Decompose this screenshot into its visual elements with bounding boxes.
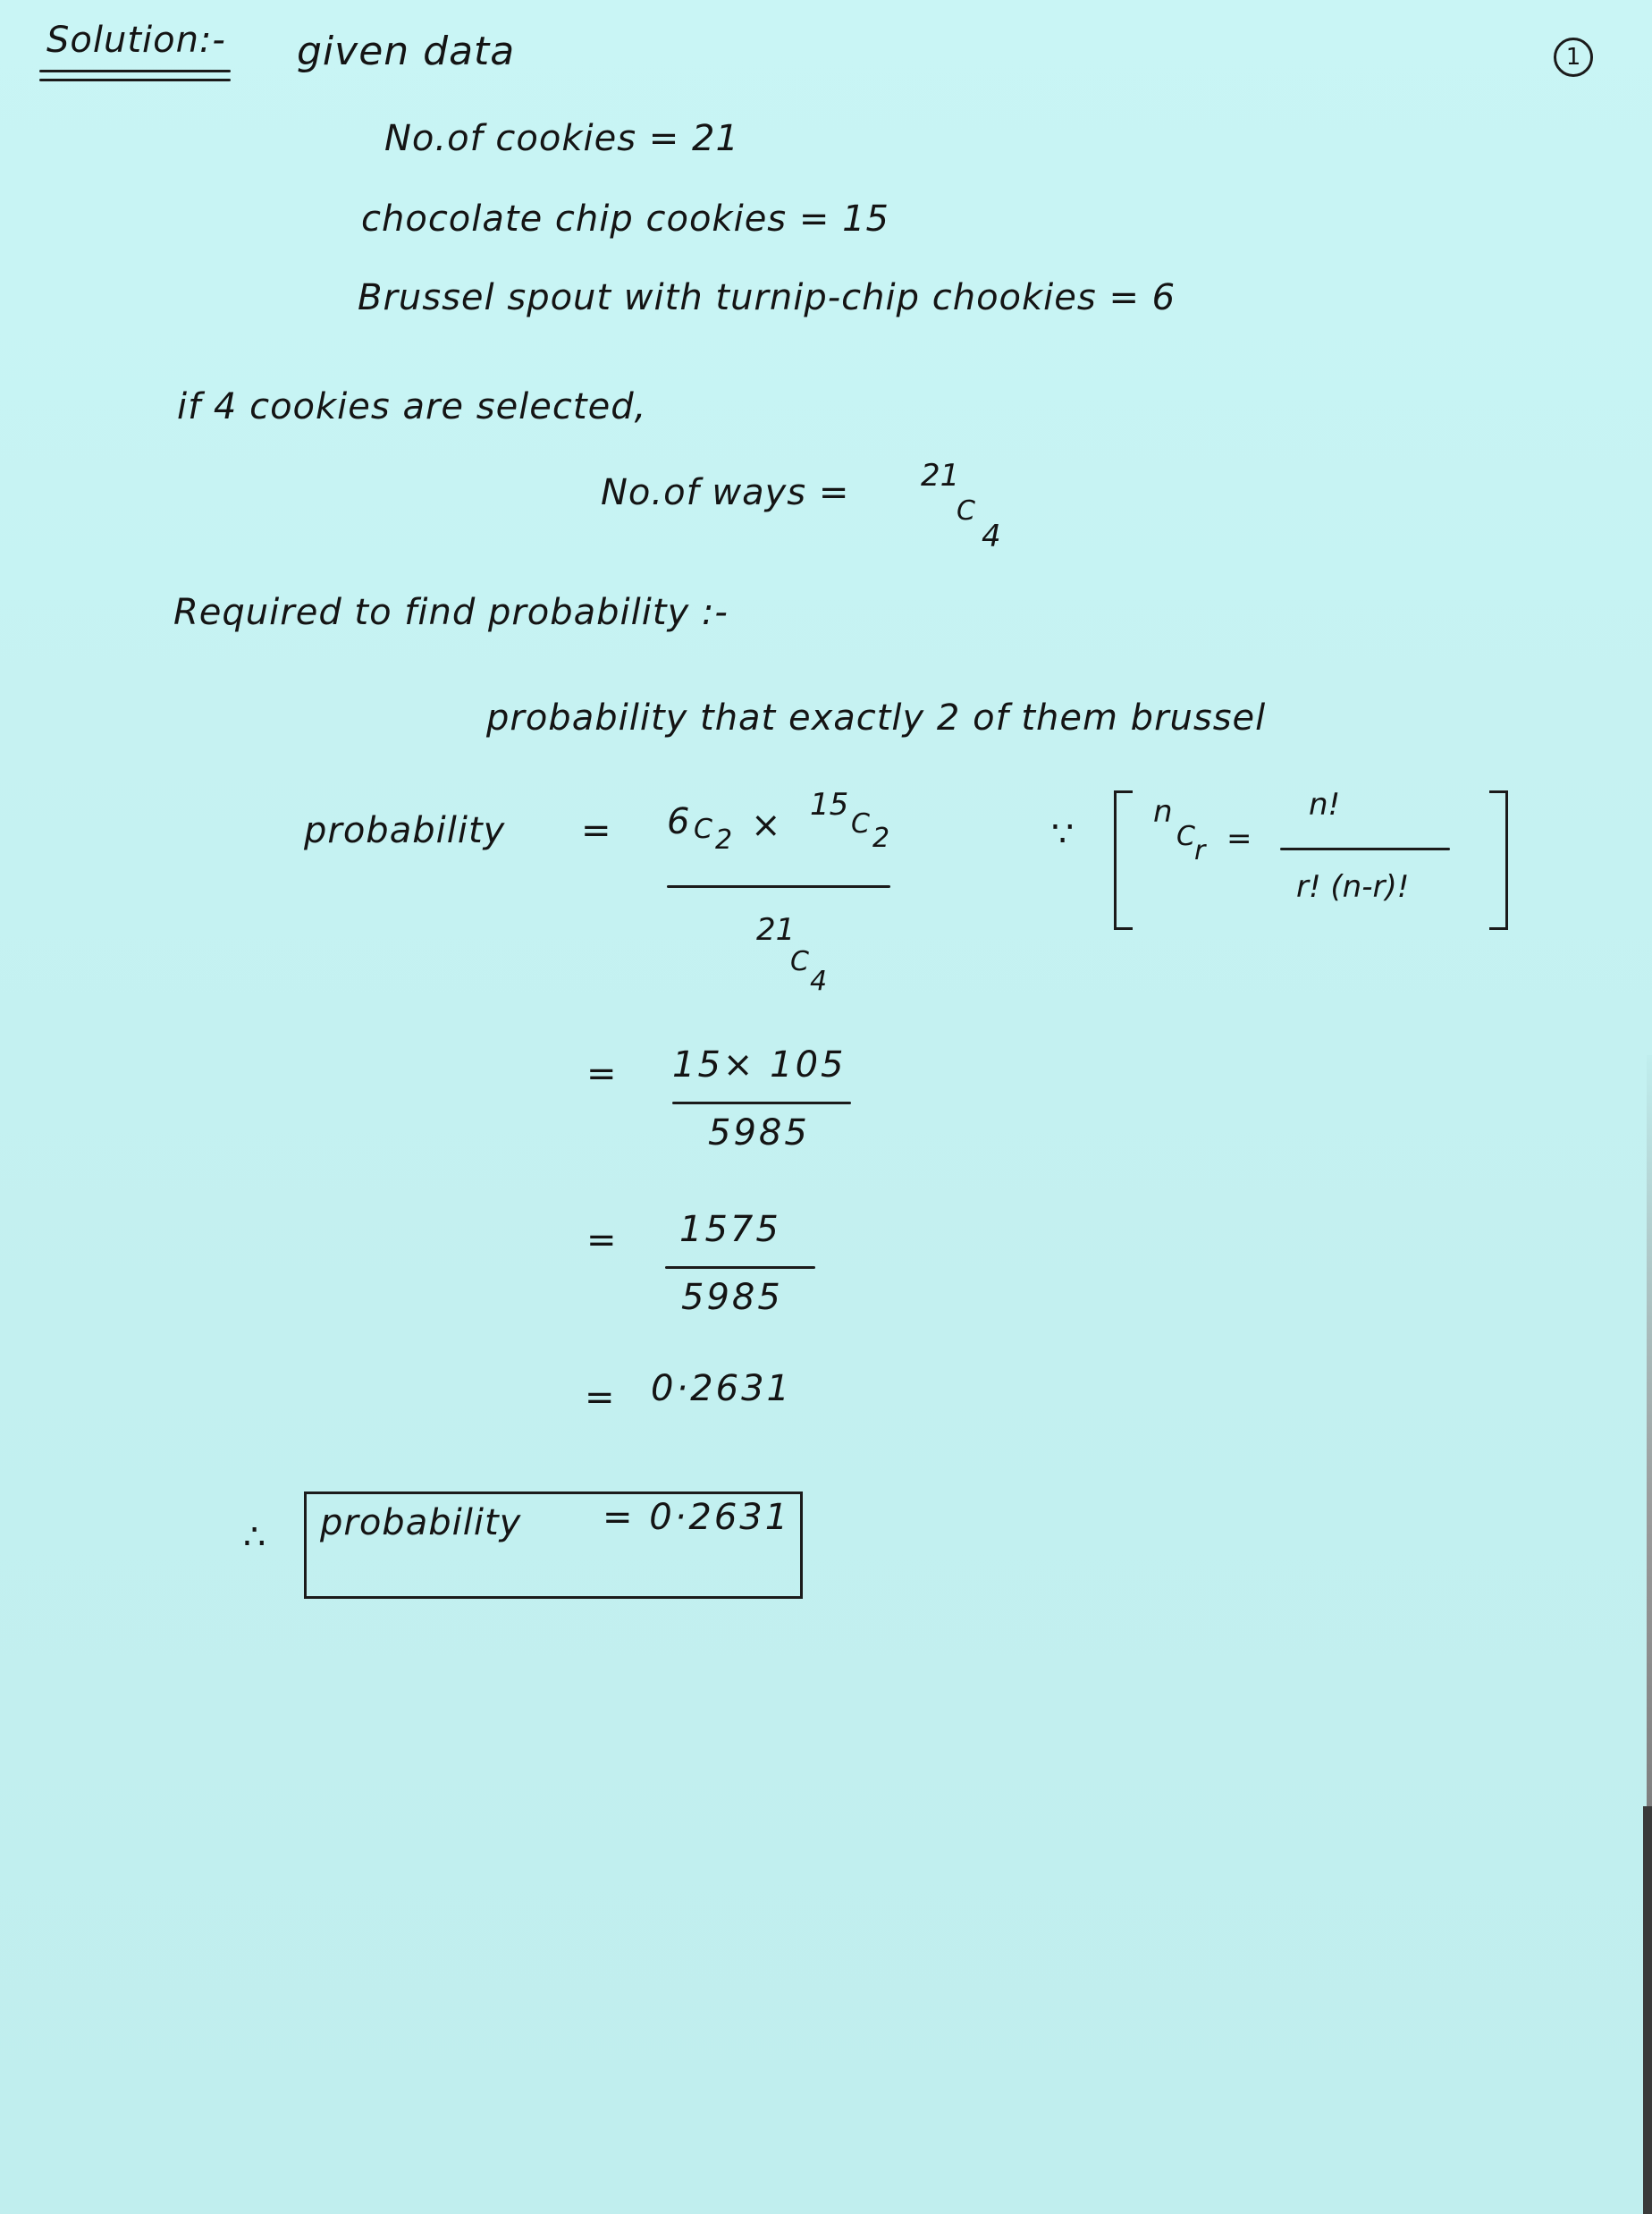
page-number: 1 bbox=[1565, 44, 1581, 71]
answer-value: = 0·2631 bbox=[603, 1497, 791, 1538]
heading-underline bbox=[39, 70, 231, 72]
heading-underline-2 bbox=[39, 79, 231, 81]
formula-equals: = bbox=[581, 810, 612, 851]
ncr-equals: = bbox=[1226, 821, 1252, 857]
therefore-symbol: ∴ bbox=[243, 1517, 266, 1558]
because-symbol: ∵ bbox=[1051, 814, 1075, 855]
formula-fraction-bar bbox=[667, 885, 890, 888]
ways-c: C bbox=[957, 495, 975, 527]
step-2-denominator: 5985 bbox=[681, 1277, 783, 1318]
ncr-n: n bbox=[1153, 794, 1173, 830]
ways-text: No.of ways = bbox=[601, 472, 850, 513]
formula-den-r: 4 bbox=[810, 966, 828, 997]
formula-num-b-n: 15 bbox=[810, 787, 849, 823]
formula-num-a-n: 6 bbox=[667, 801, 690, 842]
formula-num-b-r: 2 bbox=[872, 823, 890, 854]
required-statement: Required to find probability :- bbox=[173, 592, 729, 633]
ncr-numerator: n! bbox=[1309, 787, 1341, 823]
step-1-equals: = bbox=[586, 1053, 618, 1094]
step-1-denominator: 5985 bbox=[708, 1112, 810, 1153]
step-2-fraction-bar bbox=[665, 1266, 815, 1269]
page-number-badge bbox=[1554, 38, 1593, 77]
given-brussel-sprout: Brussel spout with turnip-chip chookies = 6 bbox=[358, 277, 1176, 318]
ncr-fraction-bar bbox=[1280, 848, 1450, 850]
step-2-equals: = bbox=[586, 1220, 618, 1261]
ncr-bracket-right bbox=[1489, 790, 1508, 930]
step-1-numerator: 15× 105 bbox=[672, 1044, 847, 1086]
decimal-equals: = bbox=[585, 1377, 616, 1418]
formula-den-n: 21 bbox=[756, 912, 796, 948]
ncr-bracket-left bbox=[1114, 790, 1133, 930]
formula-times: × bbox=[751, 805, 781, 846]
given-data-label: given data bbox=[297, 29, 516, 74]
decimal-value: 0·2631 bbox=[651, 1368, 792, 1409]
given-cookies: No.of cookies = 21 bbox=[384, 118, 739, 159]
ways-n: 21 bbox=[921, 458, 960, 494]
formula-label: probability bbox=[304, 810, 506, 851]
formula-num-a-c: C bbox=[694, 814, 712, 845]
given-chocolate-chip: chocolate chip cookies = 15 bbox=[361, 199, 889, 240]
formula-num-a-r: 2 bbox=[715, 824, 733, 856]
ncr-c: C bbox=[1176, 821, 1195, 852]
answer-label: probability bbox=[320, 1502, 522, 1543]
step-2-numerator: 1575 bbox=[679, 1209, 781, 1250]
ncr-r: r bbox=[1194, 835, 1206, 866]
page-edge-dark bbox=[1643, 1806, 1652, 2214]
ncr-denominator: r! (n-r)! bbox=[1296, 869, 1410, 905]
formula-den-c: C bbox=[790, 946, 809, 977]
solution-heading: Solution:- bbox=[46, 20, 226, 61]
selection-statement: if 4 cookies are selected, bbox=[177, 386, 647, 427]
step-1-fraction-bar bbox=[672, 1102, 851, 1104]
probability-subject: probability that exactly 2 of them brussel bbox=[486, 697, 1267, 739]
ways-r: 4 bbox=[982, 519, 1001, 554]
formula-num-b-c: C bbox=[851, 808, 870, 840]
